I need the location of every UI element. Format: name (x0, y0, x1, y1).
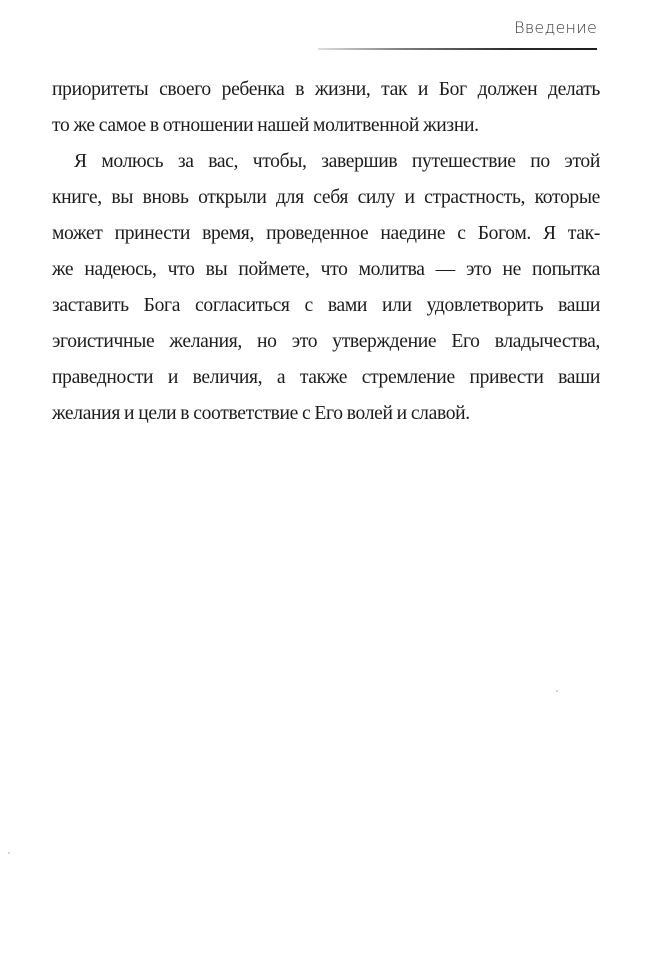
running-head-title: Введение (514, 18, 597, 37)
paragraph-prayer (52, 144, 600, 432)
text-line-first: Я молюсь за вас, чтобы, завершив путешествие по этой (74, 151, 600, 172)
text-line: то же самое в отношении нашей молитвенной жизни. (52, 115, 479, 136)
text-line: желания и цели в соответствие с Его волей и славой. (52, 403, 470, 424)
body-text (52, 72, 600, 432)
text-line: эгоистичные желания, но это утверждение Его владычества, (52, 331, 600, 352)
header-rule-divider (318, 48, 597, 50)
paragraph-continued (52, 72, 600, 144)
text-line: может принести время, проведенное наедине с Богом. Я так- (52, 223, 600, 244)
text-line: приоритеты своего ребенка в жизни, так и Бог должен делать (52, 79, 600, 100)
text-line: книге, вы вновь открыли для себя силу и страстность, которые (52, 187, 600, 208)
text-line: праведности и величия, а также стремление привести ваши (52, 367, 600, 388)
scan-speck (8, 852, 10, 854)
text-line: же надеюсь, что вы поймете, что молитва — это не попытка (52, 259, 600, 280)
text-line: заставить Бога согласиться с вами или удовлетворить ваши (52, 295, 600, 316)
scan-speck (556, 690, 558, 692)
